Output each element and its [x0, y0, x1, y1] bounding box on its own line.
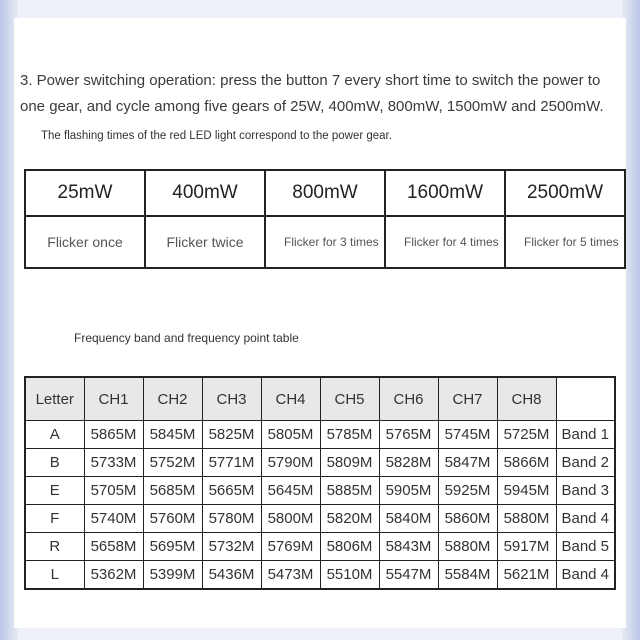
table-cell: 5665M [202, 477, 261, 505]
table-cell: Band 1 [556, 421, 615, 449]
table-cell: 5658M [84, 533, 143, 561]
table-cell: 5847M [438, 449, 497, 477]
flicker-cell: Flicker for 3 times [265, 216, 385, 268]
frequency-table-title: Frequency band and frequency point table [74, 331, 299, 345]
table-cell: Band 2 [556, 449, 615, 477]
frequency-header-cell: CH4 [261, 377, 320, 421]
frequency-header-cell [556, 377, 615, 421]
frequency-header-cell: CH7 [438, 377, 497, 421]
flicker-cell: Flicker for 5 times [505, 216, 625, 268]
frequency-header-cell: CH6 [379, 377, 438, 421]
frequency-header-cell: CH8 [497, 377, 556, 421]
table-cell: 5828M [379, 449, 438, 477]
table-cell: 5399M [143, 561, 202, 590]
table-cell: 5785M [320, 421, 379, 449]
intro-line-1: 3. Power switching operation: press the button 7 every short time to switch the power to [20, 72, 601, 89]
table-cell: 5621M [497, 561, 556, 590]
table-cell: 5925M [438, 477, 497, 505]
table-cell: 5685M [143, 477, 202, 505]
table-cell: 5732M [202, 533, 261, 561]
power-switching-instructions [20, 68, 620, 120]
flicker-row [25, 216, 625, 268]
power-header-cell: 400mW [145, 170, 265, 216]
frequency-header-cell: Letter [25, 377, 84, 421]
table-cell: 5806M [320, 533, 379, 561]
flicker-cell: Flicker once [25, 216, 145, 268]
power-header-cell: 1600mW [385, 170, 505, 216]
table-row [25, 561, 615, 590]
frequency-header-cell: CH1 [84, 377, 143, 421]
power-header-row [25, 170, 625, 216]
table-cell: 5584M [438, 561, 497, 590]
table-cell: 5860M [438, 505, 497, 533]
table-cell: 5880M [497, 505, 556, 533]
table-cell: 5752M [143, 449, 202, 477]
table-cell: Band 3 [556, 477, 615, 505]
table-cell: 5547M [379, 561, 438, 590]
table-cell: 5866M [497, 449, 556, 477]
table-cell: Band 5 [556, 533, 615, 561]
table-cell: F [25, 505, 84, 533]
table-cell: 5436M [202, 561, 261, 590]
table-cell: 5725M [497, 421, 556, 449]
table-cell: 5845M [143, 421, 202, 449]
table-cell: 5790M [261, 449, 320, 477]
table-cell: 5771M [202, 449, 261, 477]
power-header-cell: 2500mW [505, 170, 625, 216]
table-cell: 5917M [497, 533, 556, 561]
table-cell: 5695M [143, 533, 202, 561]
table-cell: 5362M [84, 561, 143, 590]
table-cell: 5760M [143, 505, 202, 533]
table-cell: 5905M [379, 477, 438, 505]
table-cell: 5825M [202, 421, 261, 449]
table-cell: B [25, 449, 84, 477]
table-cell: 5745M [438, 421, 497, 449]
table-cell: 5733M [84, 449, 143, 477]
table-row [25, 421, 615, 449]
table-cell: 5800M [261, 505, 320, 533]
table-cell: 5865M [84, 421, 143, 449]
table-cell: 5510M [320, 561, 379, 590]
table-cell: Band 4 [556, 561, 615, 590]
led-note: The flashing times of the red LED light correspond to the power gear. [41, 130, 392, 142]
frequency-table [24, 376, 616, 590]
table-cell: 5645M [261, 477, 320, 505]
flicker-cell: Flicker for 4 times [385, 216, 505, 268]
table-cell: 5769M [261, 533, 320, 561]
frequency-header-cell: CH2 [143, 377, 202, 421]
flicker-cell: Flicker twice [145, 216, 265, 268]
table-row [25, 533, 615, 561]
table-cell: 5780M [202, 505, 261, 533]
table-cell: 5840M [379, 505, 438, 533]
table-cell: A [25, 421, 84, 449]
table-row [25, 477, 615, 505]
table-row [25, 505, 615, 533]
power-header-cell: 25mW [25, 170, 145, 216]
table-cell: 5740M [84, 505, 143, 533]
table-cell: 5809M [320, 449, 379, 477]
table-cell: 5885M [320, 477, 379, 505]
power-header-cell: 800mW [265, 170, 385, 216]
table-cell: 5805M [261, 421, 320, 449]
table-cell: E [25, 477, 84, 505]
table-cell: 5765M [379, 421, 438, 449]
frequency-header-cell: CH5 [320, 377, 379, 421]
power-gear-table [24, 169, 626, 269]
table-cell: Band 4 [556, 505, 615, 533]
intro-line-2: one gear, and cycle among five gears of 25W, 400mW, 800mW, 1500mW and 2500mW. [20, 98, 604, 115]
table-cell: 5843M [379, 533, 438, 561]
table-cell: 5880M [438, 533, 497, 561]
table-cell: 5473M [261, 561, 320, 590]
table-cell: 5820M [320, 505, 379, 533]
frequency-header-row [25, 377, 615, 421]
table-cell: L [25, 561, 84, 590]
table-cell: 5945M [497, 477, 556, 505]
table-row [25, 449, 615, 477]
table-cell: R [25, 533, 84, 561]
frequency-header-cell: CH3 [202, 377, 261, 421]
table-cell: 5705M [84, 477, 143, 505]
document-sheet [14, 18, 626, 628]
